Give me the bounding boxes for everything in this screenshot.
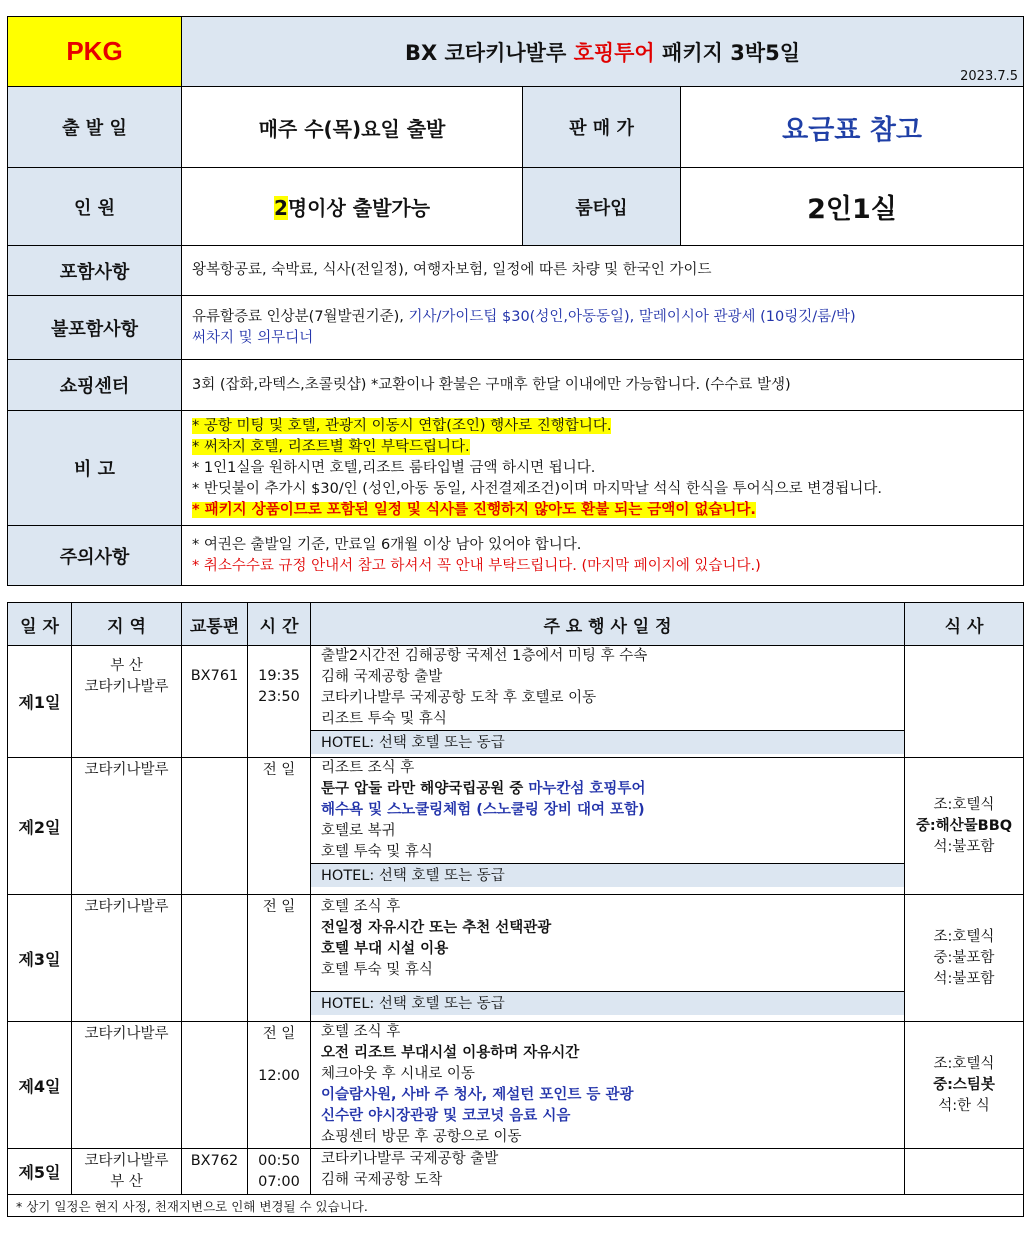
- remark-item: * 1인1실을 원하시면 호텔,리조트 룸타입별 금액 하시면 됩니다.: [192, 459, 596, 476]
- depart-value: 매주 수(목)요일 출발: [182, 87, 523, 168]
- room-value: 2인1실: [681, 168, 1024, 246]
- remark-item: * 공항 미팅 및 호텔, 관광지 이동시 연합(조인) 행사로 진행합니다.: [192, 417, 612, 434]
- itinerary-footnote: * 상기 일정은 현지 사정, 천재지변으로 인해 변경될 수 있습니다.: [8, 1195, 1024, 1217]
- day-row-1: [8, 646, 1024, 758]
- shopping-label: 쇼핑센터: [8, 360, 182, 411]
- header-meal: 식 사: [905, 603, 1024, 646]
- caution-list: [182, 526, 1024, 586]
- time-line: 00:50: [258, 1153, 300, 1169]
- excluded-label: 불포함사항: [8, 296, 182, 360]
- excluded-line2: 써차지 및 의무디너: [192, 329, 314, 346]
- day-row-3: [8, 895, 1024, 1022]
- header-day: 일 자: [8, 603, 72, 646]
- remark-item: * 패키지 상품이므로 포함된 일정 및 식사를 진행하지 않아도 환불 되는 금액이 없습니다.: [192, 501, 756, 518]
- day-meals: [905, 1149, 1024, 1195]
- day-region: [72, 758, 182, 895]
- region-line: 코타키나발루: [84, 679, 169, 695]
- day-times: [248, 1149, 311, 1195]
- region-line: 코타키나발루: [84, 762, 169, 778]
- schedule-line: 이슬람사원, 사바 주 청사, 제설턴 포인트 등 관광: [321, 1087, 634, 1103]
- people-label: 인 원: [8, 168, 182, 246]
- day-region: [72, 895, 182, 1022]
- included-label: 포함사항: [8, 246, 182, 296]
- schedule-line: 호텔 투숙 및 휴식: [321, 962, 433, 978]
- day-row-2: [8, 758, 1024, 895]
- day-row-4: [8, 1022, 1024, 1149]
- people-value: [182, 168, 523, 246]
- day-label: 제3일: [8, 895, 72, 1022]
- day-meals: [905, 758, 1024, 895]
- day-label: 제2일: [8, 758, 72, 895]
- schedule-line: 코타키나발루 국제공항 출발: [321, 1151, 499, 1167]
- schedule-line: 출발2시간전 김해공항 국제선 1층에서 미팅 후 수속: [321, 648, 648, 664]
- people-min-number: 2: [273, 196, 288, 220]
- day-schedule: [311, 895, 905, 1022]
- meal-dinner: 석:한 식: [938, 1097, 990, 1114]
- excluded-black: 유류할증료 인상분(7월발권기준),: [192, 308, 409, 325]
- day-times: [248, 646, 311, 758]
- schedule-highlight: 마누칸섬 호핑투어: [528, 781, 646, 797]
- time-line: 전 일: [262, 762, 296, 778]
- region-line: 코타키나발루: [84, 1153, 169, 1169]
- meal-dinner: 석:불포함: [933, 970, 995, 987]
- day-label: 제5일: [8, 1149, 72, 1195]
- day-meals: [905, 895, 1024, 1022]
- day-times: [248, 758, 311, 895]
- title-post: 패키지 3박5일: [654, 40, 800, 65]
- flight-number: [182, 758, 248, 895]
- schedule-line: 호텔로 복귀: [321, 823, 396, 839]
- flight-number: [182, 895, 248, 1022]
- time-line: 전 일: [262, 1026, 296, 1042]
- schedule-line: [311, 779, 904, 800]
- schedule-line: 김해 국제공항 도착: [321, 1172, 443, 1188]
- day-schedule: [311, 1022, 905, 1149]
- flight-number: BX762: [182, 1149, 248, 1195]
- day-region: [72, 1149, 182, 1195]
- caution-item: * 여권은 출발일 기준, 만료일 6개월 이상 남아 있어야 합니다.: [192, 536, 582, 553]
- meal-dinner: 석:불포함: [933, 838, 995, 855]
- meal-breakfast: 조:호텔식: [933, 928, 995, 945]
- shopping-value: 3회 (잡화,라텍스,초콜릿샵) *교환이나 환불은 구매후 한달 이내에만 가능합니다. (수수료 발생): [182, 360, 1024, 411]
- remark-item: * 반딧불이 추가시 $30/인 (성인,아동 동일, 사전결제조건)이며 마지막날 석식 한식을 투어식으로 변경됩니다.: [192, 480, 882, 497]
- included-value: 왕복항공료, 숙박료, 식사(전일정), 여행자보험, 일정에 따른 차량 및 한국인 가이드: [182, 246, 1024, 296]
- day-meals: [905, 1022, 1024, 1149]
- day-region: [72, 646, 182, 758]
- meal-lunch: 중:불포함: [933, 949, 995, 966]
- schedule-line: 김해 국제공항 출발: [321, 669, 443, 685]
- region-line: 부 산: [110, 1174, 143, 1190]
- header-region: 지 역: [72, 603, 182, 646]
- hotel-line: HOTEL: 선택 호텔 또는 동급: [311, 863, 904, 887]
- price-value: 요금표 참고: [681, 87, 1024, 168]
- excluded-value: [182, 296, 1024, 360]
- hotel-line: HOTEL: 선택 호텔 또는 동급: [311, 730, 904, 754]
- schedule-line: 해수욕 및 스노쿨링체험 (스노쿨링 장비 대여 포함): [321, 802, 645, 818]
- schedule-line: 호텔 조식 후: [321, 899, 401, 915]
- day-region: [72, 1022, 182, 1149]
- day-times: [248, 1022, 311, 1149]
- title-pre: BX 코타키나발루: [405, 40, 574, 65]
- schedule-line: 전일정 자유시간 또는 추천 선택관광: [321, 920, 552, 936]
- depart-label: 출 발 일: [8, 87, 182, 168]
- time-line: 19:35: [258, 668, 300, 684]
- itinerary-header: [8, 603, 1024, 646]
- header-transport: 교통편: [182, 603, 248, 646]
- package-title: [182, 17, 1024, 87]
- schedule-segment: 툰구 압둘 라만 해양국립공원 중: [321, 781, 529, 797]
- remarks-list: [182, 411, 1024, 526]
- price-label: 판 매 가: [523, 87, 681, 168]
- day-label: 제1일: [8, 646, 72, 758]
- meal-breakfast: 조:호텔식: [933, 796, 995, 813]
- schedule-line: 체크아웃 후 시내로 이동: [321, 1066, 475, 1082]
- time-line: 07:00: [258, 1174, 300, 1190]
- schedule-line: 호텔 조식 후: [321, 1024, 401, 1040]
- time-line: 12:00: [258, 1068, 300, 1084]
- schedule-line: 코타키나발루 국제공항 도착 후 호텔로 이동: [321, 690, 597, 706]
- header-schedule: 주 요 행 사 일 정: [311, 603, 905, 646]
- package-info-table: [7, 16, 1024, 586]
- day-label: 제4일: [8, 1022, 72, 1149]
- excluded-blue: 기사/가이드팁 $30(성인,아동동일), 말레이시아 관광세 (10링깃/룸/박): [408, 308, 856, 325]
- schedule-line: 호텔 부대 시설 이용: [321, 941, 449, 957]
- time-line: 전 일: [262, 899, 296, 915]
- title-highlight: 호핑투어: [573, 40, 655, 65]
- pkg-badge: PKG: [8, 17, 182, 87]
- room-label: 룸타입: [523, 168, 681, 246]
- schedule-line: 쇼핑센터 방문 후 공항으로 이동: [321, 1129, 522, 1145]
- region-line: 부 산: [110, 658, 143, 674]
- region-line: 코타키나발루: [84, 899, 169, 915]
- day-times: [248, 895, 311, 1022]
- schedule-line: 호텔 투숙 및 휴식: [321, 844, 433, 860]
- day-schedule: [311, 646, 905, 758]
- document-date: 2023.7.5: [960, 69, 1019, 84]
- hotel-line: HOTEL: 선택 호텔 또는 동급: [311, 991, 904, 1015]
- caution-label: 주의사항: [8, 526, 182, 586]
- meal-breakfast: 조:호텔식: [933, 1055, 995, 1072]
- schedule-line: 오전 리조트 부대시설 이용하며 자유시간: [321, 1045, 580, 1061]
- caution-item: * 취소수수료 규정 안내서 참고 하셔서 꼭 안내 부탁드립니다. (마지막 페이지에 있습니다.): [192, 557, 761, 574]
- schedule-line: 신수란 야시장관광 및 코코넛 음료 시음: [321, 1108, 571, 1124]
- remark-item: * 써차지 호텔, 리조트별 확인 부탁드립니다.: [192, 438, 470, 455]
- meal-lunch: 중:해산물BBQ: [915, 817, 1013, 834]
- day-schedule: [311, 758, 905, 895]
- region-line: 코타키나발루: [84, 1026, 169, 1042]
- schedule-line: 리조트 투숙 및 휴식: [321, 711, 447, 727]
- day-schedule: [311, 1149, 905, 1195]
- remarks-label: 비 고: [8, 411, 182, 526]
- header-time: 시 간: [248, 603, 311, 646]
- time-line: 23:50: [258, 689, 300, 705]
- day-row-5: [8, 1149, 1024, 1195]
- schedule-line: 리조트 조식 후: [321, 760, 415, 776]
- day-meals: [905, 646, 1024, 758]
- flight-number: [182, 1022, 248, 1149]
- itinerary-table: [7, 602, 1024, 1217]
- people-value-text: 명이상 출발가능: [287, 196, 431, 220]
- flight-number: BX761: [182, 646, 248, 758]
- meal-lunch: 중:스팀봇: [933, 1076, 995, 1093]
